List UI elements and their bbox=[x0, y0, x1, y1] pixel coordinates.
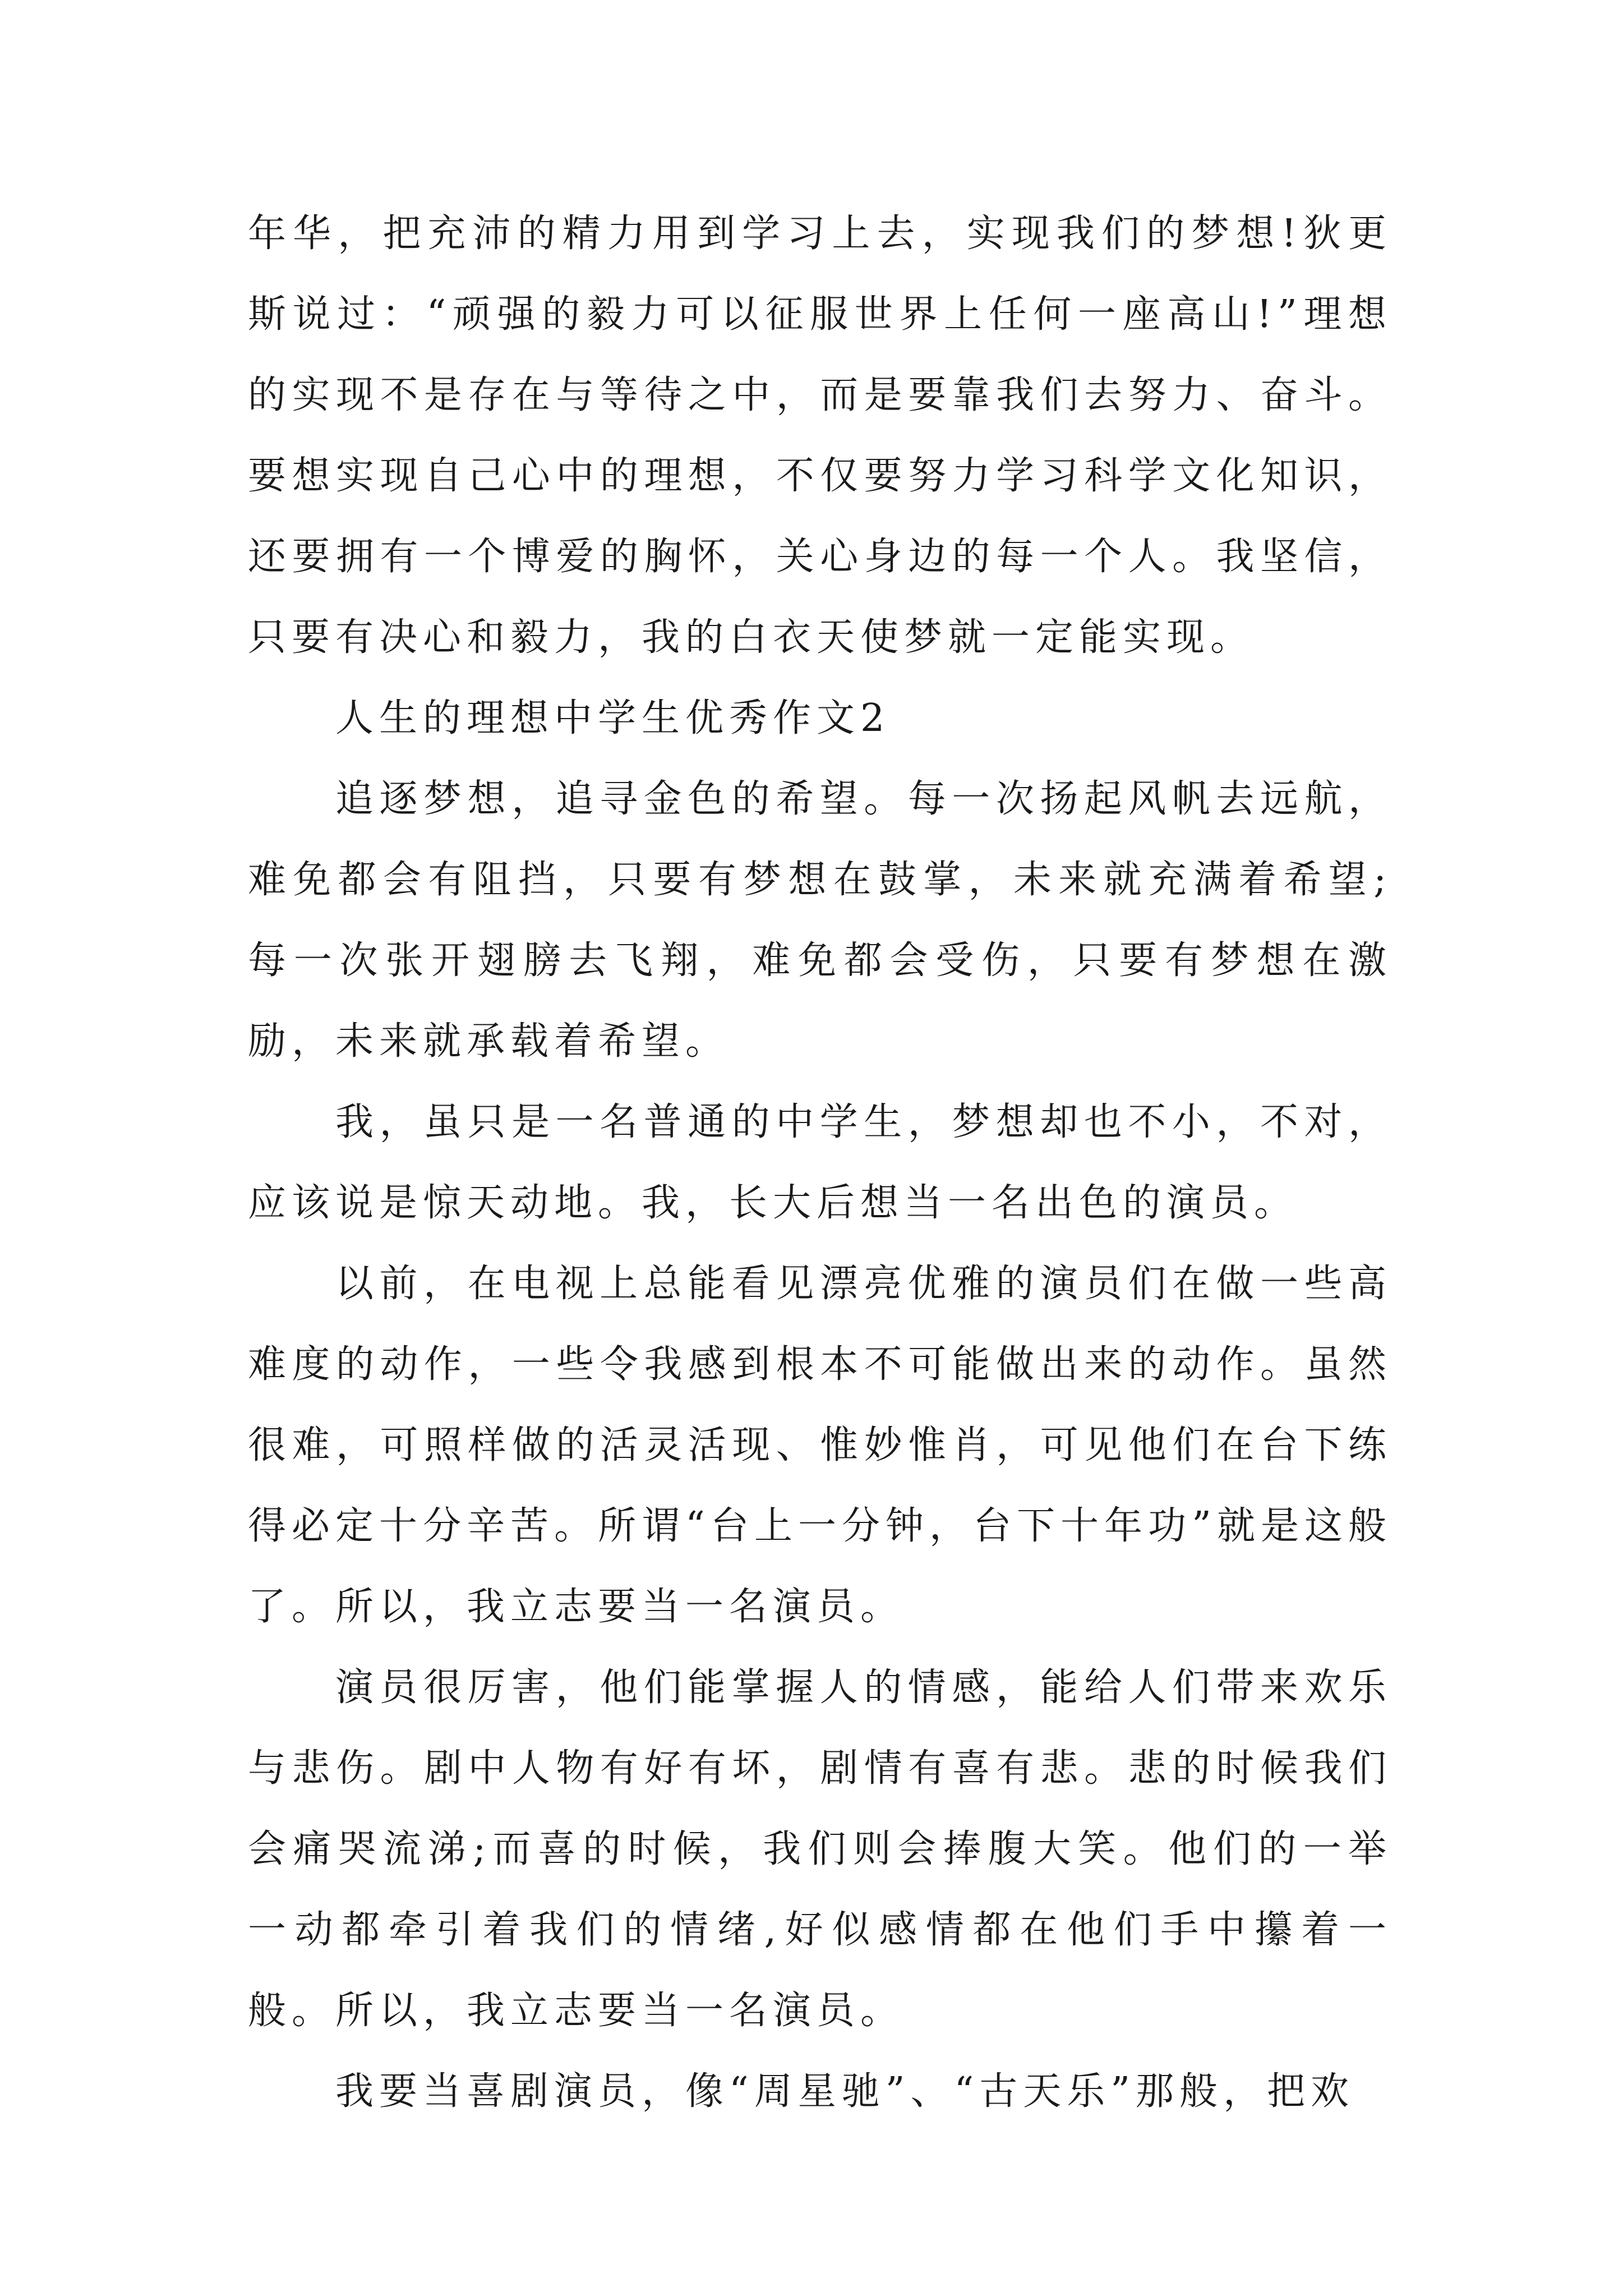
paragraph-continuation: 年华，把充沛的精力用到学习上去，实现我们的梦想!狄更斯说过：“顽强的毅力可以征服世界上任何一座高山!”理想的实现不是存在与等待之中，而是要靠我们去努力、奋斗。要想实现自己心中的理想，不仅要努力学习科学文化知识，还要拥有一个博爱的胸怀，关心身边的每一个人。我坚信，只要有决心和毅力，我的白衣天使梦就一定能实现。 bbox=[248, 211, 1392, 660]
paragraph: 演员很厉害，他们能掌握人的情感，能给人们带来欢乐与悲伤。剧中人物有好有坏，剧情有喜有悲。悲的时候我们会痛哭流涕;而喜的时候，我们则会捧腹大笑。他们的一举一动都牵引着我们的情绪,好似感情都在他们手中攥着一般。所以，我立志要当一名演员。 bbox=[248, 1665, 1392, 2033]
paragraph: 我，虽只是一名普通的中学生，梦想却也不小，不对，应该说是惊天动地。我，长大后想当一名出色的演员。 bbox=[248, 1100, 1392, 1225]
essay-body bbox=[248, 194, 1392, 2132]
section-heading: 人生的理想中学生优秀作文2 bbox=[335, 696, 891, 740]
paragraph: 追逐梦想，追寻金色的希望。每一次扬起风帆去远航，难免都会有阻挡，只要有梦想在鼓掌，未来就充满着希望;每一次张开翅膀去飞翔，难免都会受伤，只要有梦想在激励，未来就承载着希望。 bbox=[248, 777, 1392, 1064]
paragraph: 以前，在电视上总能看见漂亮优雅的演员们在做一些高难度的动作，一些令我感到根本不可能做出来的动作。虽然很难，可照样做的活灵活现、惟妙惟肖，可见他们在台下练得必定十分辛苦。所谓“台上一分钟，台下十年功”就是这般了。所以，我立志要当一名演员。 bbox=[248, 1262, 1392, 1629]
paragraph: 我要当喜剧演员，像“周星驰”、“古天乐”那般，把欢 bbox=[335, 2069, 1355, 2114]
